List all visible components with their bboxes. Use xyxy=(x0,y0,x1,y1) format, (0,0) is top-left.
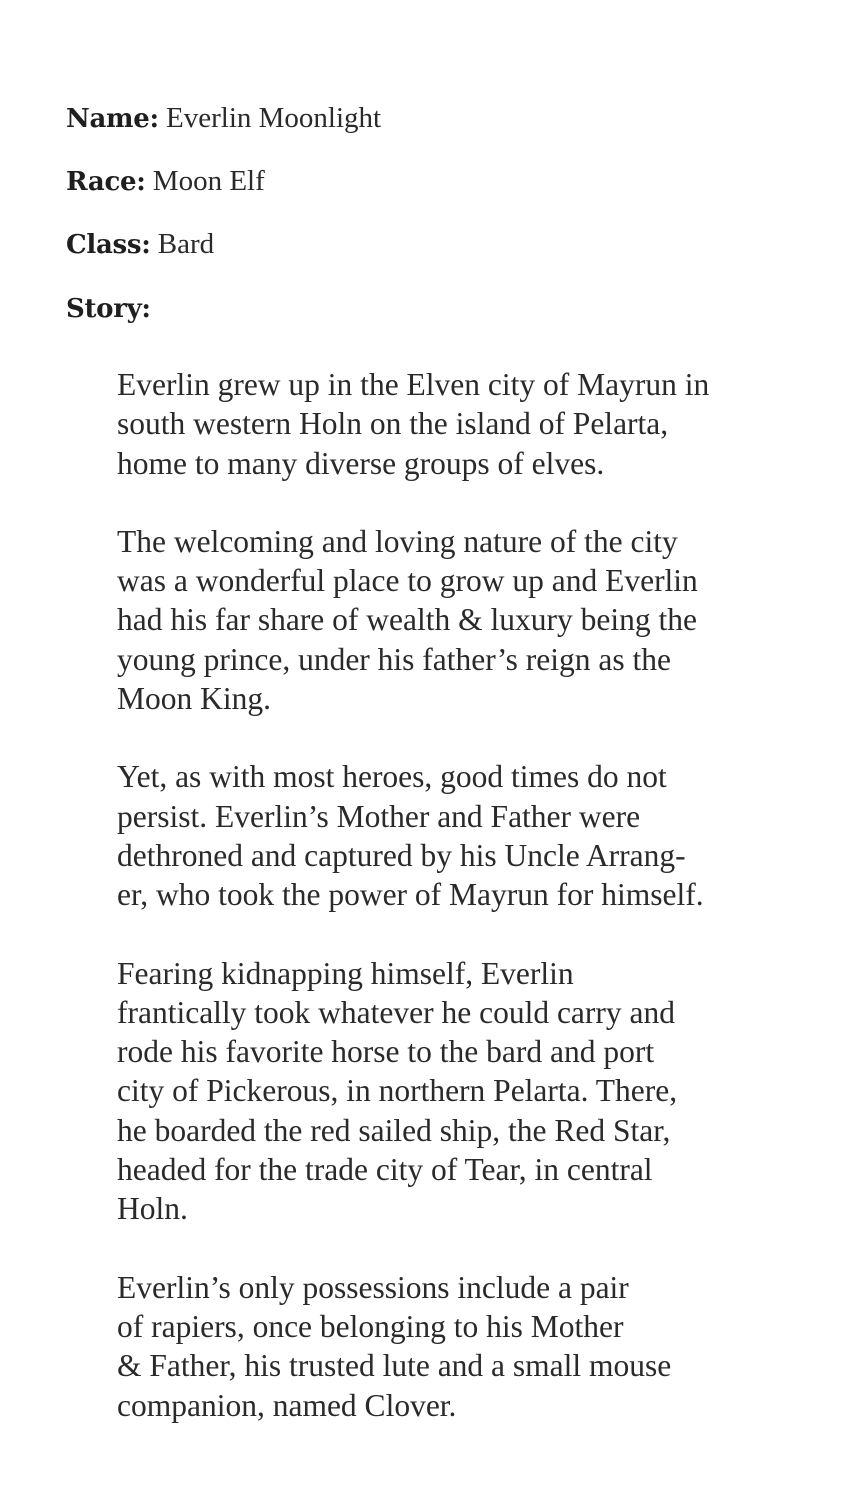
story-line: persist. Everlin’s Mother and Father were xyxy=(117,798,641,834)
story-paragraph xyxy=(117,522,807,718)
race-field xyxy=(66,163,265,200)
class-value: Bard xyxy=(150,228,215,260)
story-line: of rapiers, once belonging to his Mother xyxy=(117,1308,624,1344)
story-line: Everlin’s only possessions include a pair xyxy=(117,1269,629,1305)
story-line: headed for the trade city of Tear, in central xyxy=(117,1152,653,1188)
story-paragraph xyxy=(117,757,807,914)
name-field xyxy=(66,100,381,137)
story-line: Moon King. xyxy=(117,681,272,717)
story-paragraph xyxy=(117,1268,807,1425)
story-line: er, who took the power of Mayrun for himself. xyxy=(117,877,704,913)
class-field xyxy=(66,226,214,263)
story-line: he boarded the red sailed ship, the Red Star, xyxy=(117,1112,671,1148)
story-body xyxy=(117,365,807,1464)
story-line: Fearing kidnapping himself, Everlin xyxy=(117,955,574,991)
story-line: was a wonderful place to grow up and Everlin xyxy=(117,563,698,599)
story-paragraph xyxy=(117,954,807,1229)
story-line: Everlin grew up in the Elven city of Mayrun in xyxy=(117,367,710,402)
story-line: south western Holn on the island of Pelarta, xyxy=(117,406,669,442)
story-field xyxy=(66,290,151,327)
name-label: Name: xyxy=(66,104,159,134)
story-line: frantically took whatever he could carry and xyxy=(117,994,676,1030)
name-value: Everlin Moonlight xyxy=(158,102,382,134)
story-label: Story: xyxy=(66,294,151,324)
race-value: Moon Elf xyxy=(145,165,265,197)
story-line: home to many diverse groups of elves. xyxy=(117,445,605,481)
story-line: dethroned and captured by his Uncle Arrang- xyxy=(117,837,686,873)
story-line: rode his favorite horse to the bard and port xyxy=(117,1034,655,1070)
story-line: had his far share of wealth & luxury being the xyxy=(117,602,697,638)
story-line: Yet, as with most heroes, good times do not xyxy=(117,759,667,795)
story-line: & Father, his trusted lute and a small mouse xyxy=(117,1348,672,1384)
class-label: Class: xyxy=(66,230,151,260)
story-line: The welcoming and loving nature of the city xyxy=(117,523,678,559)
story-line: young prince, under his father’s reign as the xyxy=(117,641,672,677)
story-line: companion, named Clover. xyxy=(117,1387,457,1423)
race-label: Race: xyxy=(66,167,146,197)
story-line: Holn. xyxy=(117,1191,188,1227)
story-paragraph xyxy=(117,365,807,483)
story-line: city of Pickerous, in northern Pelarta. There, xyxy=(117,1073,678,1109)
